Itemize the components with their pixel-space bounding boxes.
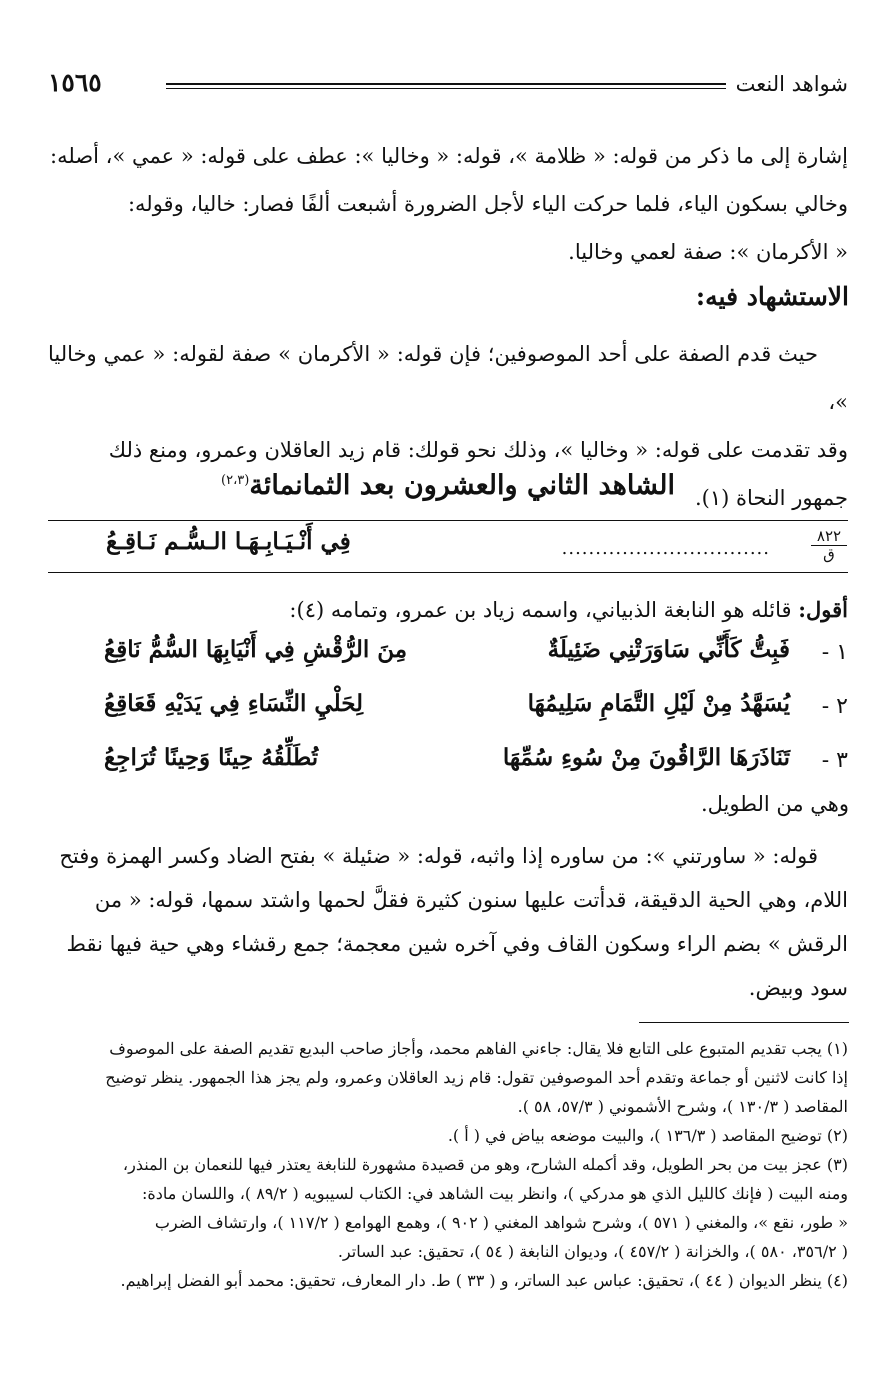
shahid-title [48, 470, 848, 501]
footnotes [48, 1034, 848, 1295]
leader-dots: ............................... [561, 538, 770, 559]
text-line: « الأكرمان »: صفة لعمي وخاليا. [568, 240, 848, 264]
footnote-line: « طور، نقع »، والمغني ( ٥٧١ )، وشرح شواهد المغني ( ٩٠٢ )، وهمع الهوامع ( ١١٧/٢ )، وارتشاف الضرب [154, 1213, 848, 1232]
intro-line [48, 592, 848, 628]
first-hemistich: يُسَهَّدُ مِنْ لَيْلِ التَّمَامِ سَلِيمُهَا [527, 690, 790, 717]
poem-block [48, 630, 848, 792]
text-line: وخالي بسكون الياء، فلما حركت الياء لأجل الضرورة أشبعت ألفًا فصار: خاليا، وقوله: [127, 192, 848, 216]
footnote-line: (٣) عجز بيت من بحر الطويل، وقد أكمله الشارح، وهو من قصيدة مشهورة للنابغة يعتذر فيها للنعمان بن المنذر، [122, 1155, 848, 1174]
verse-line [48, 630, 848, 684]
intro-lead: أقول: [798, 597, 848, 622]
footnote-line: (١) يجب تقديم المتبوع على التابع فلا يقال: جاءني الفاهم محمد، وأجاز صاحب البديع تقديم الصفة على الموصوف [109, 1039, 848, 1058]
verse-number: ٨٢٢ [811, 528, 847, 546]
text-line: الرقش » بضم الراء وسكون القاف وفي آخره شين معجمة؛ جمع رقشاء وهي حية فيها نقط [66, 932, 848, 956]
text-line: قوله: « ساورتني »: من ساوره إذا واثبه، قوله: « ضئيلة » بفتح الضاد وكسر الهمزة وفتح [59, 844, 818, 868]
text-line: حيث قدم الصفة على أحد الموصوفين؛ فإن قوله: « الأكرمان » صفة لقوله: « عمي وخاليا »، [48, 342, 848, 414]
meter-note: وهي من الطويل. [700, 792, 849, 816]
verse-line [48, 738, 848, 792]
header-rule [166, 83, 726, 89]
second-hemistich: مِنَ الرُّقْشِ فِي أَنْيَابِهَا السُّمُّ نَاقِعُ [104, 636, 408, 663]
text-line: سود وبيض. [748, 976, 848, 1000]
verse-line-number: ١ - [821, 640, 848, 665]
verse-line-number: ٢ - [821, 694, 848, 719]
commentary-paragraph-3 [48, 834, 848, 1010]
commentary-paragraph-1 [48, 132, 848, 276]
intro-text: قائله هو النابغة الذبياني، واسمه زياد بن عمرو، وتمامه (٤): [289, 598, 799, 622]
verse-reference [811, 528, 847, 563]
section-subheading: الاستشهاد فيه: [695, 282, 849, 311]
verse-line-number: ٣ - [821, 748, 848, 773]
text-line: إشارة إلى ما ذكر من قوله: « ظلامة »، قوله: « وخاليا »: عطف على قوله: « عمي »، أصله: [50, 144, 848, 168]
second-hemistich: لِحَلْيِ النِّسَاءِ فِي يَدَيْهِ قَعَاقِعُ [104, 690, 364, 717]
shahid-title-text: الشاهد الثاني والعشرون بعد الثمانمائة [249, 470, 675, 501]
footnote-ref: (٢،٣) [221, 473, 250, 488]
footnote-line: المقاصد ( ١٣٠/٣ )، وشرح الأشموني ( ٥٧/٣، ٥٨ ). [517, 1097, 848, 1116]
footnote-line: (٤) ينظر الديوان ( ٤٤ )، تحقيق: عباس عبد الساتر، و ( ٣٣ ) ط. دار المعارف، تحقيق: محمد أبو الفضل إبراهيم. [120, 1271, 848, 1290]
footnote-line: (٢) توضيح المقاصد ( ١٣٦/٣ )، والبيت موضعه بياض في ( أ ). [447, 1126, 848, 1145]
running-header [48, 68, 848, 108]
footnote-line: ومنه البيت ( فإنك كالليل الذي هو مدركي )، وانظر بيت الشاهد في: الكتاب لسيبويه ( ٨٩/٢ )، واللسان مادة: [141, 1184, 848, 1203]
text-line: اللام، وهي الحية الدقيقة، قدأتت عليها سنون كثيرة فقلَّ لحمها واشتد سمها، قوله: « من [94, 888, 848, 912]
first-hemistich: فَبِتُّ كَأَنِّي سَاوَرَتْنِي ضَئِيلَةٌ [547, 636, 790, 663]
text-line: جمهور النحاة (١). [694, 486, 848, 510]
verse-letter: ق [823, 545, 835, 563]
second-hemistich: تُطَلِّقُهُ حِينًا وَحِينًا تُرَاجِعُ [104, 744, 319, 771]
text-line: وقد تقدمت على قوله: « وخاليا »، وذلك نحو قولك: قام زيد العاقلان وعمرو، ومنع ذلك [108, 438, 848, 462]
verse-bottom-rule [48, 572, 848, 573]
footnote-separator [639, 1022, 849, 1023]
section-name: شواهد النعت [735, 72, 848, 96]
first-hemistich: تَنَاذَرَهَا الرَّاقُونَ مِنْ سُوءِ سُمِّهَا [502, 744, 790, 771]
footnote-line: إذا كانت لاثنين أو جماعة وتقدم أحد الموصوفين تقول: قام زيد العاقلان وعمرو، ولم يجز هذا الجمهور. ينظر توضيح [105, 1068, 848, 1087]
verse-line [48, 684, 848, 738]
hemistich-headline: فِي أَنْـيَـابِـهَـا الـسُّـم نَـاقِـعُ [106, 528, 351, 555]
verse-top-rule [48, 520, 848, 521]
footnote-line: ( ٣٥٦/٢، ٥٨٠ )، والخزانة ( ٤٥٧/٢ )، وديوان النابغة ( ٥٤ )، تحقيق: عبد الساتر. [337, 1242, 848, 1261]
page-number: ١٥٦٥ [48, 68, 102, 97]
